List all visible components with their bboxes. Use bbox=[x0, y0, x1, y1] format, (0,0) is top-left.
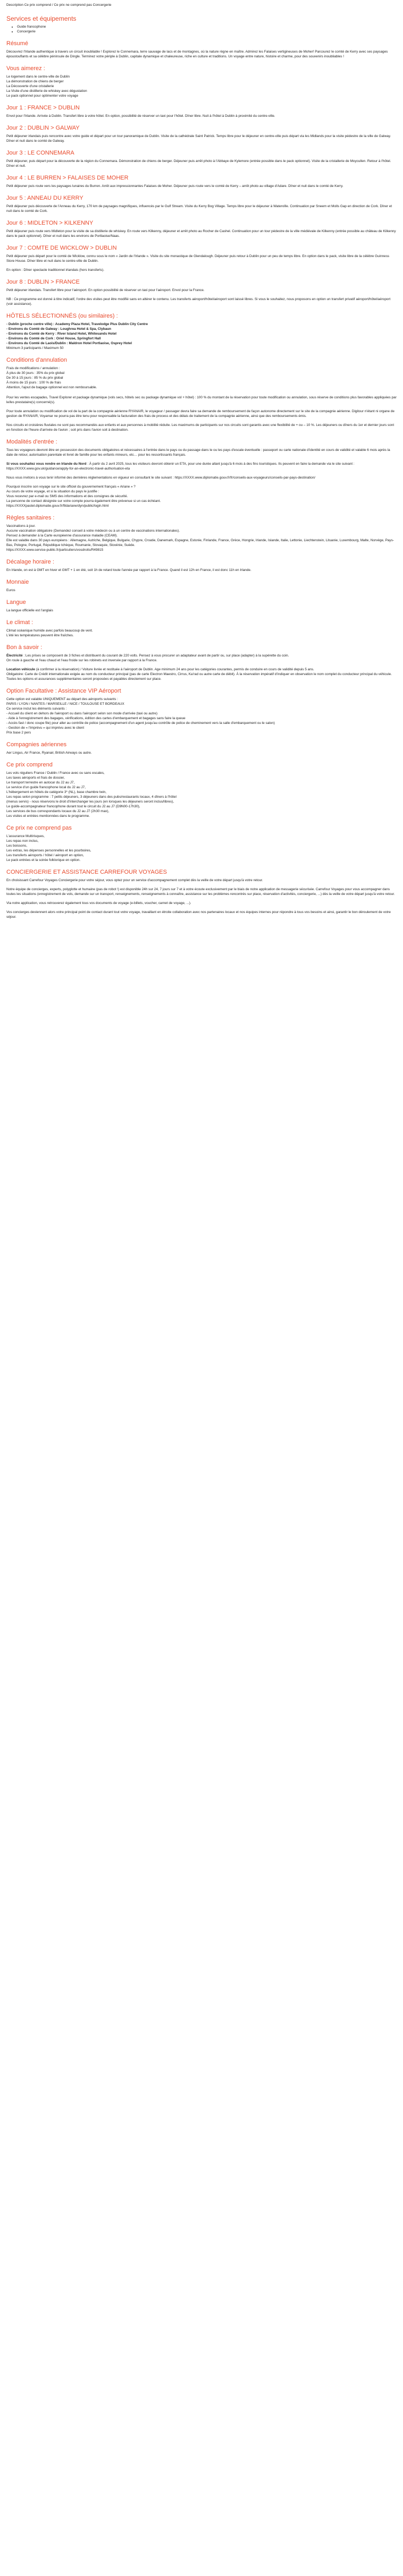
climat-text: Climat océanique humide avec parfois beaucoup de vent. L'été les températures peuvent être fraîches. bbox=[6, 629, 93, 637]
section-title-vous-aimerez: Vous aimerez : bbox=[6, 65, 45, 72]
list-item: Minimum 3 participants / Maximum 50 bbox=[6, 346, 64, 350]
bon-savoir-location-text: (à confirmer à la réservation) / Voiture livrée et restituée à l'aéroport de Dublin. Age minimum 24 ans pour les catégories courantes, permis de conduire en cours de validité depuis 5 ans. Obligatoire: Carte de Crédit internationale exigée au nom du conducteur principal (pas de carte Electron Maestro, Cirrus, Ka'rad ou autre carte de débit). À la réservation impératif d'indiquer en observation le nom complet du conducteur principal du véhicule. Toutes les options et assurances supplémentaires seront proposées et payables directement sur place. bbox=[6, 668, 392, 681]
monnaie-text: Euros bbox=[6, 588, 15, 592]
list-item: Les taxes aéroports et frais de dossier, bbox=[6, 776, 65, 780]
list-item: - Environs du Comté de Cork : Oriel House, Springfort Hall bbox=[6, 337, 101, 340]
resume-text: Découvrez l'Irlande authentique à travers un circuit inoubliable ! Explorez le Connemara, terre sauvage de lacs et de montagnes, où la nature règne en maître. Admirez les Falaises vertigineuses de Moher! Parcourez le comté de Kerry avec ses paysages époustouflants et sa célèbre péninsule de Dingle. Terminez votre périple à Dublin, capitale dynamique et chaleureuse, riche en culture et traditions. Un voyage entre nature, histoire et charme, pour des souvenirs inoubliables ! bbox=[6, 50, 388, 58]
list-item: La démonstration de chiens de berger bbox=[6, 80, 64, 83]
list-item: - Environs du Comté de Kerry : River Island Hotel, Whitesands Hotel bbox=[6, 332, 117, 336]
day-3-title: Jour 3 : LE CONNEMARA bbox=[6, 150, 74, 156]
list-item: Le pack entrées et la soirée folklorique en option. bbox=[6, 858, 81, 862]
list-item: Les repas non inclus, bbox=[6, 839, 39, 843]
list-item: Les transferts aéroports / hôtel / aéroport en option, bbox=[6, 854, 84, 857]
list-item: Le logement dans le centre-ville de Dublin bbox=[6, 75, 70, 79]
conciergerie-p4: Vos concierges deviennent alors votre principal point de contact durant tout votre voyage, travaillant en étroite collaboration avec nos partenaires locaux et nos équipes internes pour répondre à tous vos besoins et ainsi, garantir le bon déroulement de votre séjour. bbox=[6, 910, 391, 919]
day-7-text: Petit déjeuner puis départ pour le comté de Wicklow, connu sous le nom « Jardin de l'Irlande ». Visite du site monastique de Glendalough. Déjeuner puis retour à Dublin pour un peu de temps libre. En option dans le pack, visite libre de la célèbre Guinness Store House. Dîner libre et nuit dans le centre-ville de Dublin. bbox=[6, 254, 390, 263]
services-list bbox=[6, 24, 397, 34]
section-title-services: Services et équipements bbox=[6, 15, 77, 22]
hotels-list bbox=[6, 322, 397, 351]
list-item: PARIS / LYON / NANTES / MARSEILLE / NICE / TOULOUSE ET BORDEAUX bbox=[6, 702, 124, 706]
section-title-resume: Résumé bbox=[6, 40, 28, 47]
list-item: L'assurance Multirisques, bbox=[6, 834, 45, 838]
conciergerie-p2: Notre équipe de concierges, experts, polyglotte et humaine (pas de robot !) est disponible 24h sur 24, 7 jours sur 7 et à votre écoute exclusivement par le biais de notre application de messagerie sécurisée. Carrefour Voyages pour vous accompagner dans toutes les situations (enregistrement de vols, demande sur un transport, renseignements, renseignements à connaître, assistance sur les problèmes rencontrés sur place, réservation d'activités, conciergerie, ...) dès la veille de votre départ jusqu'à votre retour. bbox=[6, 888, 395, 896]
list-item: À plus de 30 jours : 35% du prix global bbox=[6, 371, 65, 375]
list-item: La Visite d'une distillerie de whiskey avec dégustation bbox=[6, 89, 87, 93]
conditions-paragraph: Pour les ventes escapades, Travel Explorer et package dynamique (vols secs, hôtels sec ou package dynamique vol + hôtel) : 100 % du montant de la réservation pour toute modification ou annulation, sous réserve de conditions plus favorables appliquées par le/les prestataire(s) concerné(s). bbox=[6, 396, 397, 404]
langue-text: La langue officielle est l'anglais bbox=[6, 609, 53, 612]
section-title-prix-comprend: Ce prix comprend bbox=[6, 762, 53, 768]
section-title-climat: Le climat : bbox=[6, 619, 33, 626]
sanitaires-text: Vaccinations à jour. Aucune vaccination obligatoire (Demandez conseil à votre médecin ou à un centre de vaccinations internationales). Pensez à demander à la Carte européenne d'assurance maladie (CEAM). Elle est valable dans 30 pays européens : Allemagne, Autriche, Belgique, Bulgarie, Chypre, Croatie, Danemark, Espagne, Estonie, Finlande, France, Grèce, Hongrie, Irlande, Islande, Italie, Lettonie, Liechtenstein, Lituanie, Luxembourg, Malte, Norvège, Pays-Bas, Pologne, Portugal, République tchèque, Roumanie, Slovaquie, Slovénie, Suède. https://XXXX.www.service-public.fr/particuliers/vosdroits/R49815 bbox=[6, 524, 394, 552]
list-item: Les extras, les dépenses personnelles et les pourboires, bbox=[6, 849, 91, 852]
bon-savoir-location bbox=[6, 667, 397, 681]
day-4-title: Jour 4 : LE BURREN > FALAISES DE MOHER bbox=[6, 175, 129, 181]
day-1-title: Jour 1 : FRANCE > DUBLIN bbox=[6, 105, 80, 111]
bon-savoir-electricite-label: Électricité bbox=[6, 654, 23, 658]
section-title-monnaie: Monnaie bbox=[6, 579, 29, 585]
nb-note: NB : Ce programme est donné à titre indicatif, l'ordre des visites peut être modifié sans en altérer le contenu. Les transferts aéroport/hôtel/aéroport sont laissé libres. Si vous le souhaitez, nous proposons en option un transfert privatif aéroport/hôtel/aéroport (voir assistance). bbox=[6, 297, 391, 306]
decalage-text: En Irlande, on est à GMT en hiver et GMT + 1 en été, soit 1h de retard toute l'année par rapport à la France. Quand il est 12h en France, il est donc 11h en Irlande. bbox=[6, 568, 251, 572]
day-7-title: Jour 7 : COMTE DE WICKLOW > DUBLIN bbox=[6, 245, 117, 251]
list-item: La Découverte d'une cristallerie bbox=[6, 84, 54, 88]
bon-savoir-location-label: Location véhicule bbox=[6, 668, 35, 671]
conditions-paragraph: Pour toute annulation ou modification de vol de la part de la compagnie aérienne RYANAIR, le voyageur / passager devra faire sa demande de remboursement de façon autonome directement sur le site de la compagnie aérienne. Digitour n'étant ni organe de gestion de RYANAIR, Voyamar ne pourra pas être tenu pour responsable la facturation des frais de process et des délais de traitement de la compagnie aérienne, ainsi que des remboursements émis. bbox=[6, 410, 394, 418]
day-8-text: Petit déjeuner irlandais. Transfert libre pour l'aéroport. En option possibilité de réserver un taxi pour l'aéroport. Envol pour la France. bbox=[6, 288, 205, 292]
section-title-conditions: Conditions d'annulation bbox=[6, 357, 68, 363]
conciergerie-p1: En choisissant Carrefour Voyages Conciergerie pour votre séjour, vous optez pour un service d'accompagnement complet dès la veille de votre départ jusqu'à votre retour. bbox=[6, 878, 263, 882]
list-item: De 30 à 15 jours : 85 % du prix global bbox=[6, 376, 63, 380]
day-7-option: En option : Dîner spectacle traditionnel irlandais (hors transferts). bbox=[6, 268, 104, 272]
modalites-p1: Tous les voyageurs devront être en possession des documents obligatoires et nécessaires à l'entrée dans le pays ou du passage dans le ou les pays d'escale éventuelle : passeport ou carte nationale d'identité en cours de validité et valable 6 mois après la date de retour, autorisation parentale et livret de famille pour les enfants mineurs, etc… pour les ressortissants français. bbox=[6, 448, 390, 457]
list-item: - Dublin (proche centre ville) : Academy Plaza Hotel, Travelodge Plus Dublin City Centre bbox=[6, 322, 148, 326]
section-title-conciergerie: CONCIERGERIE ET ASSISTANCE CARREFOUR VOYAGES bbox=[6, 869, 167, 875]
day-3-text: Petit déjeuner, puis départ pour la découverte de la région du Connemara. Démonstration de chiens de berger. Déjeuner puis arrêt photo à l'Abbaye de Kylemore (entrée possible dans le pack optionnel). Visite de la cristallerie de Moycullen. Retour à l'hôtel. Dîner et nuit. bbox=[6, 159, 391, 168]
list-item: - Accès fast / donc coupe file) pour aller au contrôle de police (accompagnement d'un agent jusqu'au contrôle de police de cheminement vers la salle d'embarquement ou le salon) bbox=[6, 721, 275, 725]
bon-savoir-electricite bbox=[6, 653, 397, 663]
day-5-text: Petit déjeuner puis découverte de l'Anneau du Kerry, 170 km de paysages magnifiques, influencés par le Gulf Stream. Visite du Kerry Bog Village. Temps libre pour le déjeuner à Waterville. Continuation par Sneem et Molls Gap en direction de Cork. Dîner et nuit dans le comté de Cork. bbox=[6, 204, 392, 213]
list-item: Les services de bus correspondants locaux du J2 au J7 (2h30 max), bbox=[6, 809, 110, 813]
list-item: Ce service inclut les éléments suivants : bbox=[6, 707, 67, 711]
list-item: - Accueil du client en dehors de l'aéroport ou dans l'aéroport selon son mode d'arrivée (taxi ou autre) bbox=[6, 712, 157, 715]
list-item: Frais de modifications / annulation : bbox=[6, 366, 60, 370]
conciergerie-p3: Via notre application, vous retrouverez également tous vos documents de voyage (e-billets, voucher, carnet de voyage, ...). bbox=[6, 901, 191, 905]
modalites-p4: Pourquoi inscrire son voyage sur le site officiel du gouvernement français « Ariane » ? Au cours de votre voyage, et si la situation du pays le justifie : Vous recevrez par e-mail ou SMS des informations et des consignes de sécurité. La personne de contact désignée sur votre compte pourra également être prévenue si un cas échéant. https://XXXXpastel.diplomatie.gouv.fr/fildariane/dyn/public/login.html bbox=[6, 485, 161, 508]
list-item: Le guide-accompagnateur francophone durant tout le circuit du J2 au J7 (D9N00-17h30), bbox=[6, 805, 140, 808]
modalites-p2 bbox=[6, 462, 397, 471]
section-title-langue: Langue bbox=[6, 599, 26, 605]
list-item: Le service d'un guide francophone local du J2 au J7, bbox=[6, 786, 86, 789]
modalites-p2-rest: : À partir du 2 avril 2025, tous les visiteurs devront obtenir un ETA, pour une durée allant jusqu'à 6 mois à des fins touristiques. Ils peuvent en faire la demande via le site suivant : https://XXXX.www.gov.uk/guidance/apply-for-an-electronic-travel-authorisation-eta bbox=[6, 462, 355, 471]
day-4-text: Petit déjeuner puis route vers les paysages lunaires du Burren. Arrêt aux impressionnantes Falaises de Moher. Déjeuner puis route vers le comté de Kerry – arrêt photo au village d'Adare. Dîner et nuit dans le comté de Kerry. bbox=[6, 184, 343, 188]
modalites-p2-bold: Si vous souhaitez vous rendre en Irlande du Nord bbox=[6, 462, 87, 466]
section-title-bon-savoir: Bon à savoir : bbox=[6, 644, 43, 651]
list-item: Attention, l'ajout de bagage optionnel est non remboursable. bbox=[6, 386, 97, 389]
list-item: À moins de 15 jours : 100 % de frais bbox=[6, 381, 61, 385]
list-item: - Environs du Comté de Galway : Loughrea Hotel & Spa, Clybaun bbox=[6, 327, 112, 331]
modalites-p3: Nous vous invitons à vous tenir informé des dernières réglementations en vigueur en consultant le site suivant : https://XXXX.www.diplomatie.gouv.fr/fr/conseils-aux-voyageurs/conseils-par-pays-destination/ bbox=[6, 476, 316, 480]
day-8-title: Jour 8 : DUBLIN > FRANCE bbox=[6, 279, 80, 285]
section-title-sanitaires: Règles sanitaires : bbox=[6, 515, 55, 521]
day-2-text: Petit déjeuner irlandais puis rencontre avec votre guide et départ pour un tour panoramique de Dublin. Visite de la cathédrale Saint Patrick. Temps libre pour le déjeuner en centre-ville puis départ via les Midlands pour la visite pédestre de la ville de Galway. Dîner et nuit dans le comté de Galway. bbox=[6, 134, 391, 143]
list-item: Le pack optionnel pour optimenter votre voyage bbox=[6, 94, 78, 98]
list-item: Les repas selon programme : 7 petits déjeuners, 3 déjeuners dans des pubs/restaurants locaux, 4 dîners à l'hôtel bbox=[6, 795, 177, 799]
day-2-title: Jour 2 : DUBLIN > GALWAY bbox=[6, 125, 80, 131]
list-item: L'hébergement en hôtels de catégorie 3* (NL), base chambre twin, bbox=[6, 790, 107, 794]
list-item: Prix base 2 pers bbox=[6, 731, 31, 735]
section-title-option-facultative: Option Facultative : Assistance VIP Aéroport bbox=[6, 688, 121, 694]
list-item: Les vols réguliers France / Dublin / France avec ou sans escales, bbox=[6, 771, 105, 775]
list-item: Les visites et entrées mentionnées dans le programme. bbox=[6, 814, 90, 818]
conditions-list bbox=[6, 366, 397, 390]
list-item: (menus servis) - nous réservons le droit d'interchanger les jours (en lorsques les déjeuners seront inclus/libres), bbox=[6, 800, 174, 804]
section-title-prix-ne-comprend: Ce prix ne comprend pas bbox=[6, 825, 72, 831]
compagnies-text: Aer Lingus, Air France, Ryanair, British Airways ou autre. bbox=[6, 751, 92, 755]
conditions-paragraph: Nos circuits et croisières fluviales ne sont pas recommandés aux enfants et aux personnes à mobilité réduite. Les maximums de participants sur nos circuits sont garantis avec une flexibilité de + ou – 10 %. Les déjeuners ou dîners du 1er et dernier jours sont en fonction de l'heure d'arrivée de l'avion ; soit pris dans l'avion soit à destination. bbox=[6, 423, 394, 432]
option-facultative-list bbox=[6, 697, 397, 735]
page bbox=[0, 0, 403, 934]
section-title-modalites: Modalités d'entrée : bbox=[6, 439, 57, 445]
vous-aimerez-list bbox=[6, 74, 397, 98]
bon-savoir-electricite-text: : Les prises se composent de 3 fiches et distribuent du courant de 220 volts. Pensez à vous procurer un adaptateur avant de partir ou, sur place (adapter) à la supérette du coin. On roule à gauche et l'eau chaud et l'eau froide sur les robinets est inversée par rapport à la France. bbox=[6, 654, 289, 662]
list-item: • Concergerie bbox=[17, 29, 397, 34]
day-6-text: Petit déjeuner puis route vers Midleton pour la visite de sa distillerie de whiskey. En route vers Kilkenny, déjeuner et arrêt photo au Rocher de Cashel. Continuation pour un tour pédestre de la ville médiévale de Kilkenny (entrée possible au château de Kilkenny dans le pack optionnel). Dîner et nuit dans les environs de Portlaoise/Naas. bbox=[6, 229, 396, 238]
list-item: Le transport terrestre en autocar du J2 au J7, bbox=[6, 781, 75, 784]
description-line: Description Ce prix comprend / Ce prix ne comprend pas Concergerie bbox=[6, 3, 112, 7]
day-6-title: Jour 6 : MIDLETON > KILKENNY bbox=[6, 220, 94, 226]
day-1-text: Envol pour l'Irlande. Arrivée à Dublin. Transfert libre à votre hôtel. En option, possibilité de réserver un taxi pour l'hôtel. Dîner libre. Nuit à l'hôtel à Dublin à proximité du centre-ville. bbox=[6, 114, 275, 118]
list-item: • Guide francophone bbox=[17, 24, 397, 29]
list-item: - Gestion de « l'imprévu » qui imprévu avec le client bbox=[6, 726, 85, 730]
list-item: Cette option est valable UNIQUEMENT au départ des aéroports suivants : bbox=[6, 697, 118, 701]
section-title-decalage: Décalage horaire : bbox=[6, 559, 54, 565]
section-title-compagnies: Compagnies aériennes bbox=[6, 741, 67, 748]
list-item: Les boissons, bbox=[6, 844, 28, 848]
list-item: - Environs du Comté de Laois/Dublin : Maldron Hotel Portlaoise, Osprey Hotel bbox=[6, 342, 132, 345]
section-title-hotels: HÔTELS SÉLECTIONNÉS (ou similaires) : bbox=[6, 313, 118, 319]
prix-comprend-list bbox=[6, 771, 397, 818]
list-item: - Aide à l'enregistrement des bagages, vérifications, édition des cartes d'embarquement et bagages sans faire la queue bbox=[6, 716, 186, 720]
prix-ne-comprend-list bbox=[6, 834, 397, 863]
day-5-title: Jour 5 : ANNEAU DU KERRY bbox=[6, 195, 83, 201]
